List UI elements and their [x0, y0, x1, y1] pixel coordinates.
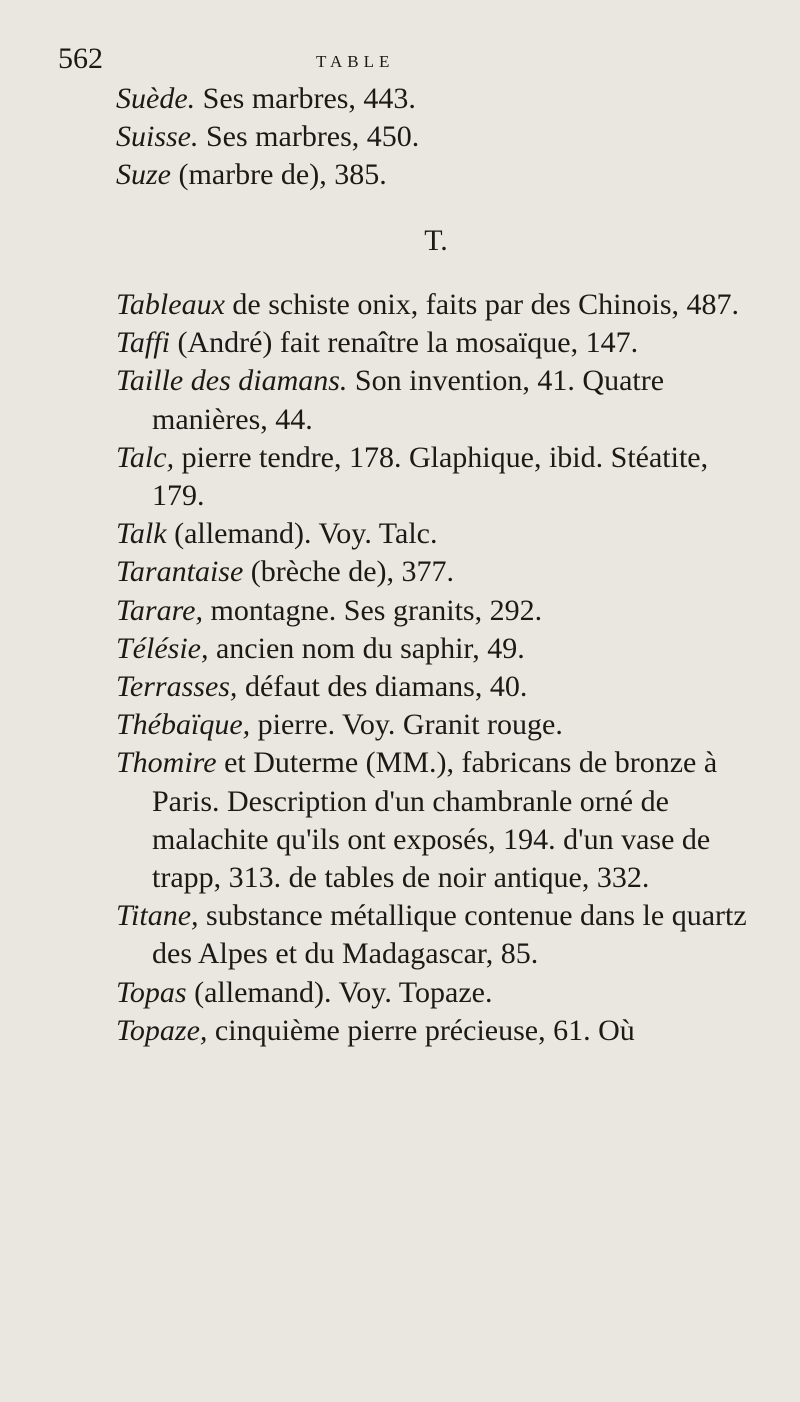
entry-text: (allemand). Voy. Topaze.	[186, 975, 493, 1009]
entry-text: cinquième pierre précieuse, 61. Où	[207, 1013, 635, 1047]
entry-headword: Tarare,	[116, 593, 203, 627]
entry-headword: Taille des diamans.	[116, 364, 348, 398]
entry-headword: Talk	[116, 517, 167, 551]
index-entry	[116, 974, 756, 1012]
entry-text: de schiste onix, faits par des Chinois, 487.	[224, 288, 740, 321]
index-entry	[116, 324, 756, 362]
entry-text: substance métallique contenue dans le quartz des Alpes et du Madagascar, 85.	[152, 899, 747, 971]
entry-headword: Titane,	[116, 899, 199, 933]
index-entry	[116, 1012, 756, 1050]
index-entry	[116, 553, 756, 591]
entry-headword: Talc,	[116, 440, 175, 474]
index-entry	[116, 362, 756, 438]
entry-headword: Thébaïque,	[116, 708, 251, 742]
index-entries	[116, 80, 756, 1050]
entry-headword: Terrasses,	[116, 670, 238, 704]
entry-headword: Suède.	[116, 82, 196, 115]
page-header	[58, 42, 758, 82]
entry-headword: Taffi	[116, 326, 170, 360]
index-entry	[116, 286, 756, 324]
entry-text: (allemand). Voy. Talc.	[166, 517, 438, 551]
index-entry	[116, 118, 756, 156]
entry-text: pierre. Voy. Granit rouge.	[250, 708, 563, 742]
entry-headword: Télésie,	[116, 631, 209, 665]
entry-text: pierre tendre, 178. Glaphique, ibid. Stéatite, 179.	[152, 440, 709, 513]
entry-headword: Tableaux	[116, 288, 225, 321]
entry-text: montagne. Ses granits, 292.	[202, 593, 543, 627]
page-number: 562	[58, 42, 103, 75]
index-entry	[116, 156, 756, 194]
index-entry	[116, 630, 756, 668]
entry-headword: Suze	[116, 158, 171, 191]
entry-text: Son invention, 41. Quatre manières, 44.	[152, 364, 665, 436]
section-letter: T.	[424, 224, 448, 257]
entry-headword: Topas	[116, 975, 187, 1009]
entry-text: (André) fait renaître la mosaïque, 147.	[169, 326, 639, 360]
entry-text: défaut des diamans, 40.	[237, 670, 528, 704]
entry-headword: Tarantaise	[116, 555, 244, 589]
index-entry	[116, 80, 756, 118]
t-section	[116, 286, 756, 1050]
entry-headword: Topaze,	[116, 1013, 208, 1047]
entry-text: ancien nom du saphir, 49.	[208, 631, 525, 665]
index-entry	[116, 439, 756, 515]
entry-text: Ses marbres, 450.	[198, 120, 420, 153]
entry-headword: Suisse.	[116, 120, 199, 153]
entry-headword: Thomire	[116, 746, 217, 780]
index-entry	[116, 515, 756, 553]
entry-text: et Duterme (MM.), fabricans de bronze à Paris. Description d'un chambranle orné de malachite qu'ils ont exposés, 194. d'un vase de trapp, 313. de tables de noir antique, 332.	[152, 746, 718, 895]
index-entry	[116, 897, 756, 973]
index-entry	[116, 592, 756, 630]
index-entry	[116, 668, 756, 706]
index-entry	[116, 706, 756, 744]
entry-text: (marbre de), 385.	[171, 158, 387, 191]
running-head: TABLE	[316, 52, 395, 71]
entry-text: Ses marbres, 443.	[195, 82, 416, 115]
entry-text: (brèche de), 377.	[243, 555, 454, 589]
index-entry	[116, 744, 756, 897]
